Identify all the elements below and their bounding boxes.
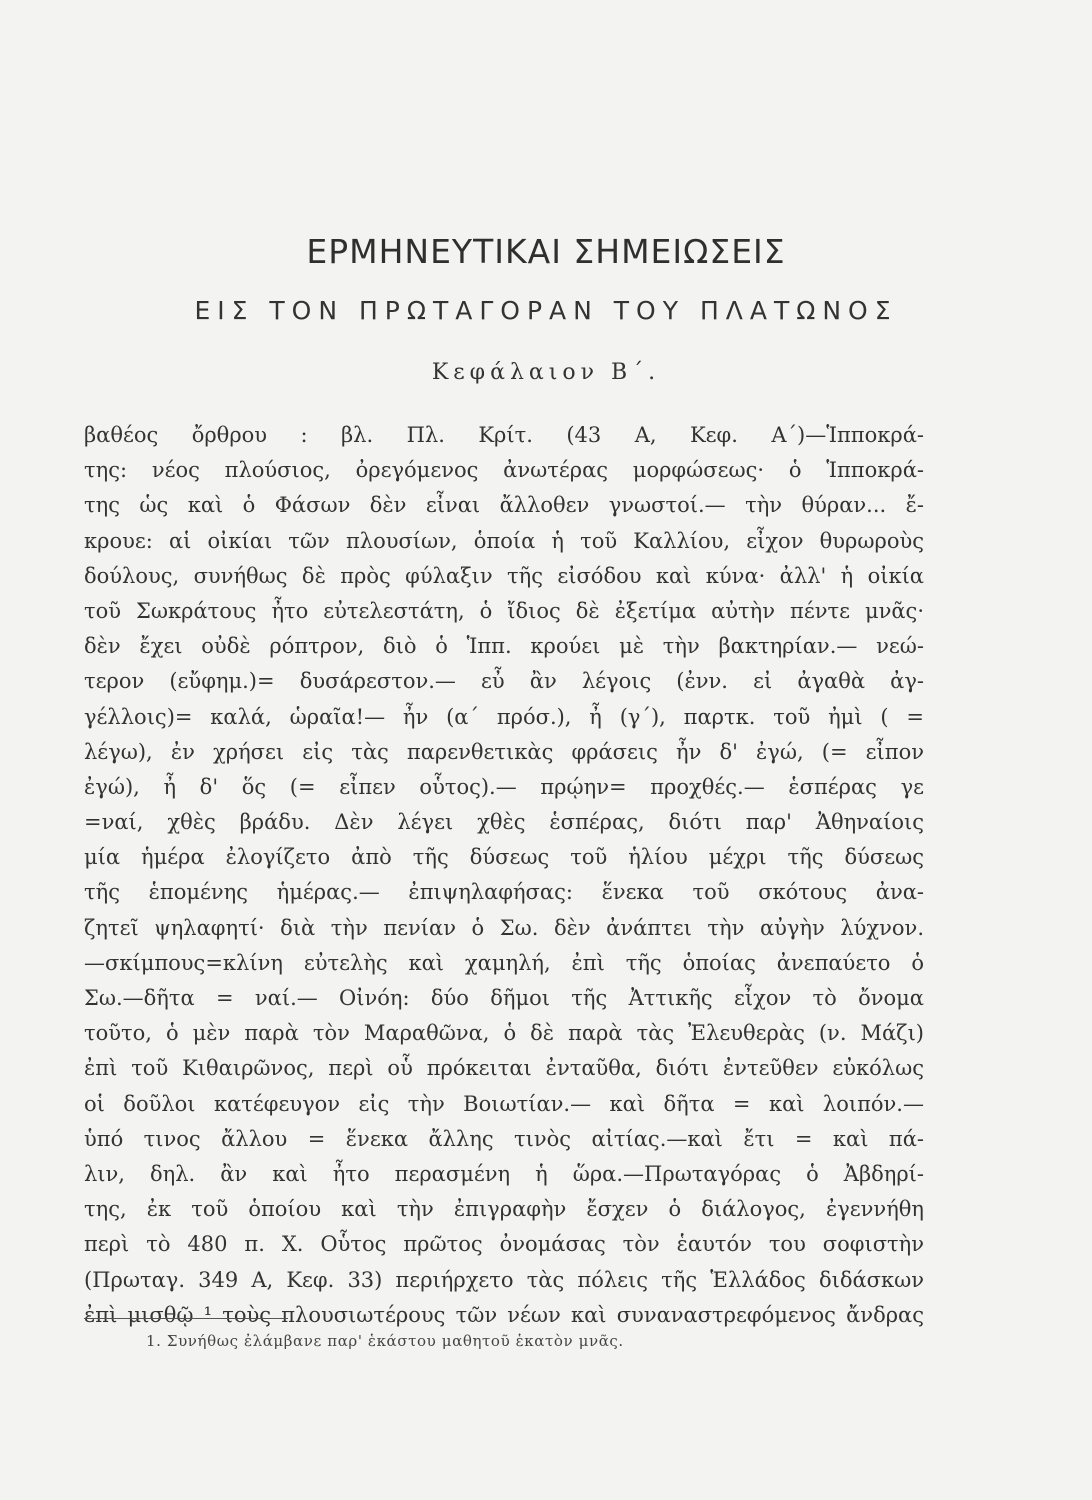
text-line: ἐπὶ μισθῷ ¹ τοὺς πλουσιωτέρους τῶν νέων καὶ συναναστρεφόμενος ἄνδρας — [84, 1302, 924, 1327]
text-line: οἱ δοῦλοι κατέφευγον εἰς τὴν Βοιωτίαν.— καὶ δῆτα = καὶ λοιπόν.— — [84, 1091, 924, 1116]
text-line: της: νέος πλούσιος, ὀρεγόμενος ἀνωτέρας μορφώσεως· ὁ Ἱπποκρά- — [84, 458, 924, 483]
text-line: της ὡς καὶ ὁ Φάσων δὲν εἶναι ἄλλοθεν γνωστοί.— τὴν θύραν... ἔ- — [84, 493, 924, 518]
text-line: λέγω), ἐν χρήσει εἰς τὰς παρενθετικὰς φράσεις ἦν δ' ἐγώ, (= εἶπον — [84, 739, 924, 764]
text-line: γέλλοις)= καλά, ὡραῖα!— ἦν (α΄ πρόσ.), ἦ (γ΄), παρτκ. τοῦ ἠμὶ ( = — [84, 704, 924, 729]
text-line: δούλους, συνήθως δὲ πρὸς φύλαξιν τῆς εἰσόδου καὶ κύνα· ἀλλ' ἡ οἰκία — [84, 563, 924, 588]
text-line: (Πρωταγ. 349 Α, Κεφ. 33) περιήρχετο τὰς πόλεις τῆς Ἑλλάδος διδάσκων — [84, 1267, 924, 1292]
text-line: τῆς ἑπομένης ἡμέρας.— ἐπιψηλαφήσας: ἕνεκα τοῦ σκότους ἀνα- — [84, 880, 924, 905]
text-line: ζητεῖ ψηλαφητί· διὰ τὴν πενίαν ὁ Σω. δὲν ἀνάπτει τὴν αὐγὴν λύχνον. — [84, 915, 924, 940]
text-line: ἐπὶ τοῦ Κιθαιρῶνος, περὶ οὗ πρόκειται ἐνταῦθα, διότι ἐντεῦθεν εὐκόλως — [84, 1056, 924, 1081]
text-line: λιν, δηλ. ἂν καὶ ἦτο περασμένη ἡ ὥρα.—Πρωταγόρας ὁ Ἀβδηρί- — [84, 1161, 924, 1186]
text-line: ἐγώ), ἦ δ' ὅς (= εἶπεν οὗτος).— πρῴην= προχθές.— ἑσπέρας γε — [84, 774, 924, 799]
text-line: —σκίμπους=κλίνη εὐτελὴς καὶ χαμηλή, ἐπὶ τῆς ὁποίας ἀνεπαύετο ὁ — [84, 950, 924, 975]
text-line: Σω.—δῆτα = ναί.— Οἰνόη: δύο δῆμοι τῆς Ἀττικῆς εἶχον τὸ ὄνομα — [84, 986, 924, 1010]
text-line: ὑπό τινος ἄλλου = ἕνεκα ἄλλης τινὸς αἰτίας.—καὶ ἔτι = καὶ πά- — [84, 1126, 924, 1151]
chapter-heading: Κεφάλαιον Β΄. — [431, 360, 661, 385]
footnote: 1. Συνήθως ἐλάμβανε παρ' ἑκάστου μαθητοῦ ἑκατὸν μνᾶς. — [146, 1332, 624, 1350]
text-line: τοῦτο, ὁ μὲν παρὰ τὸν Μαραθῶνα, ὁ δὲ παρὰ τὰς Ἐλευθερὰς (ν. Μάζι) — [84, 1021, 924, 1046]
text-line: τοῦ Σωκράτους ἦτο εὐτελεστάτη, ὁ ἴδιος δὲ ἐξετίμα αὐτὴν πέντε μνᾶς· — [84, 598, 924, 623]
text-line: κρουε: αἱ οἰκίαι τῶν πλουσίων, ὁποία ἡ τοῦ Καλλίου, εἶχον θυρωροὺς — [84, 528, 924, 553]
text-line: της, ἐκ τοῦ ὁποίου καὶ τὴν ἐπιγραφὴν ἔσχεν ὁ διάλογος, ἐγεννήθη — [84, 1197, 924, 1222]
text-line: δὲν ἔχει οὐδὲ ρόπτρον, διὸ ὁ Ἱππ. κρούει μὲ τὴν βακτηρίαν.— νεώ- — [84, 634, 924, 659]
text-line: βαθέος ὄρθρου : βλ. Πλ. Κρίτ. (43 Α, Κεφ. Α΄)—Ἱπποκρά- — [84, 423, 924, 447]
page-subtitle: ΕΙΣ ΤΟΝ ΠΡΩΤΑΓΟΡΑΝ ΤΟΥ ΠΛΑΤΩΝΟΣ — [194, 296, 898, 325]
footnote-divider — [84, 1318, 288, 1319]
text-line: =ναί, χθὲς βράδυ. Δὲν λέγει χθὲς ἑσπέρας, διότι παρ' Ἀθηναίοις — [84, 810, 924, 835]
page-title: ΕΡΜΗΝΕΥΤΙΚΑΙ ΣΗΜΕΙΩΣΕΙΣ — [306, 232, 786, 271]
text-line: περὶ τὸ 480 π. Χ. Οὗτος πρῶτος ὀνομάσας τὸν ἑαυτόν του σοφιστὴν — [84, 1232, 924, 1257]
commentary-body — [84, 418, 924, 1333]
text-line: τερον (εὔφημ.)= δυσάρεστον.— εὖ ἂν λέγοις (ἐνν. εἰ ἀγαθὰ ἀγ- — [84, 669, 924, 694]
text-line: μία ἡμέρα ἐλογίζετο ἀπὸ τῆς δύσεως τοῦ ἡλίου μέχρι τῆς δύσεως — [84, 845, 924, 870]
